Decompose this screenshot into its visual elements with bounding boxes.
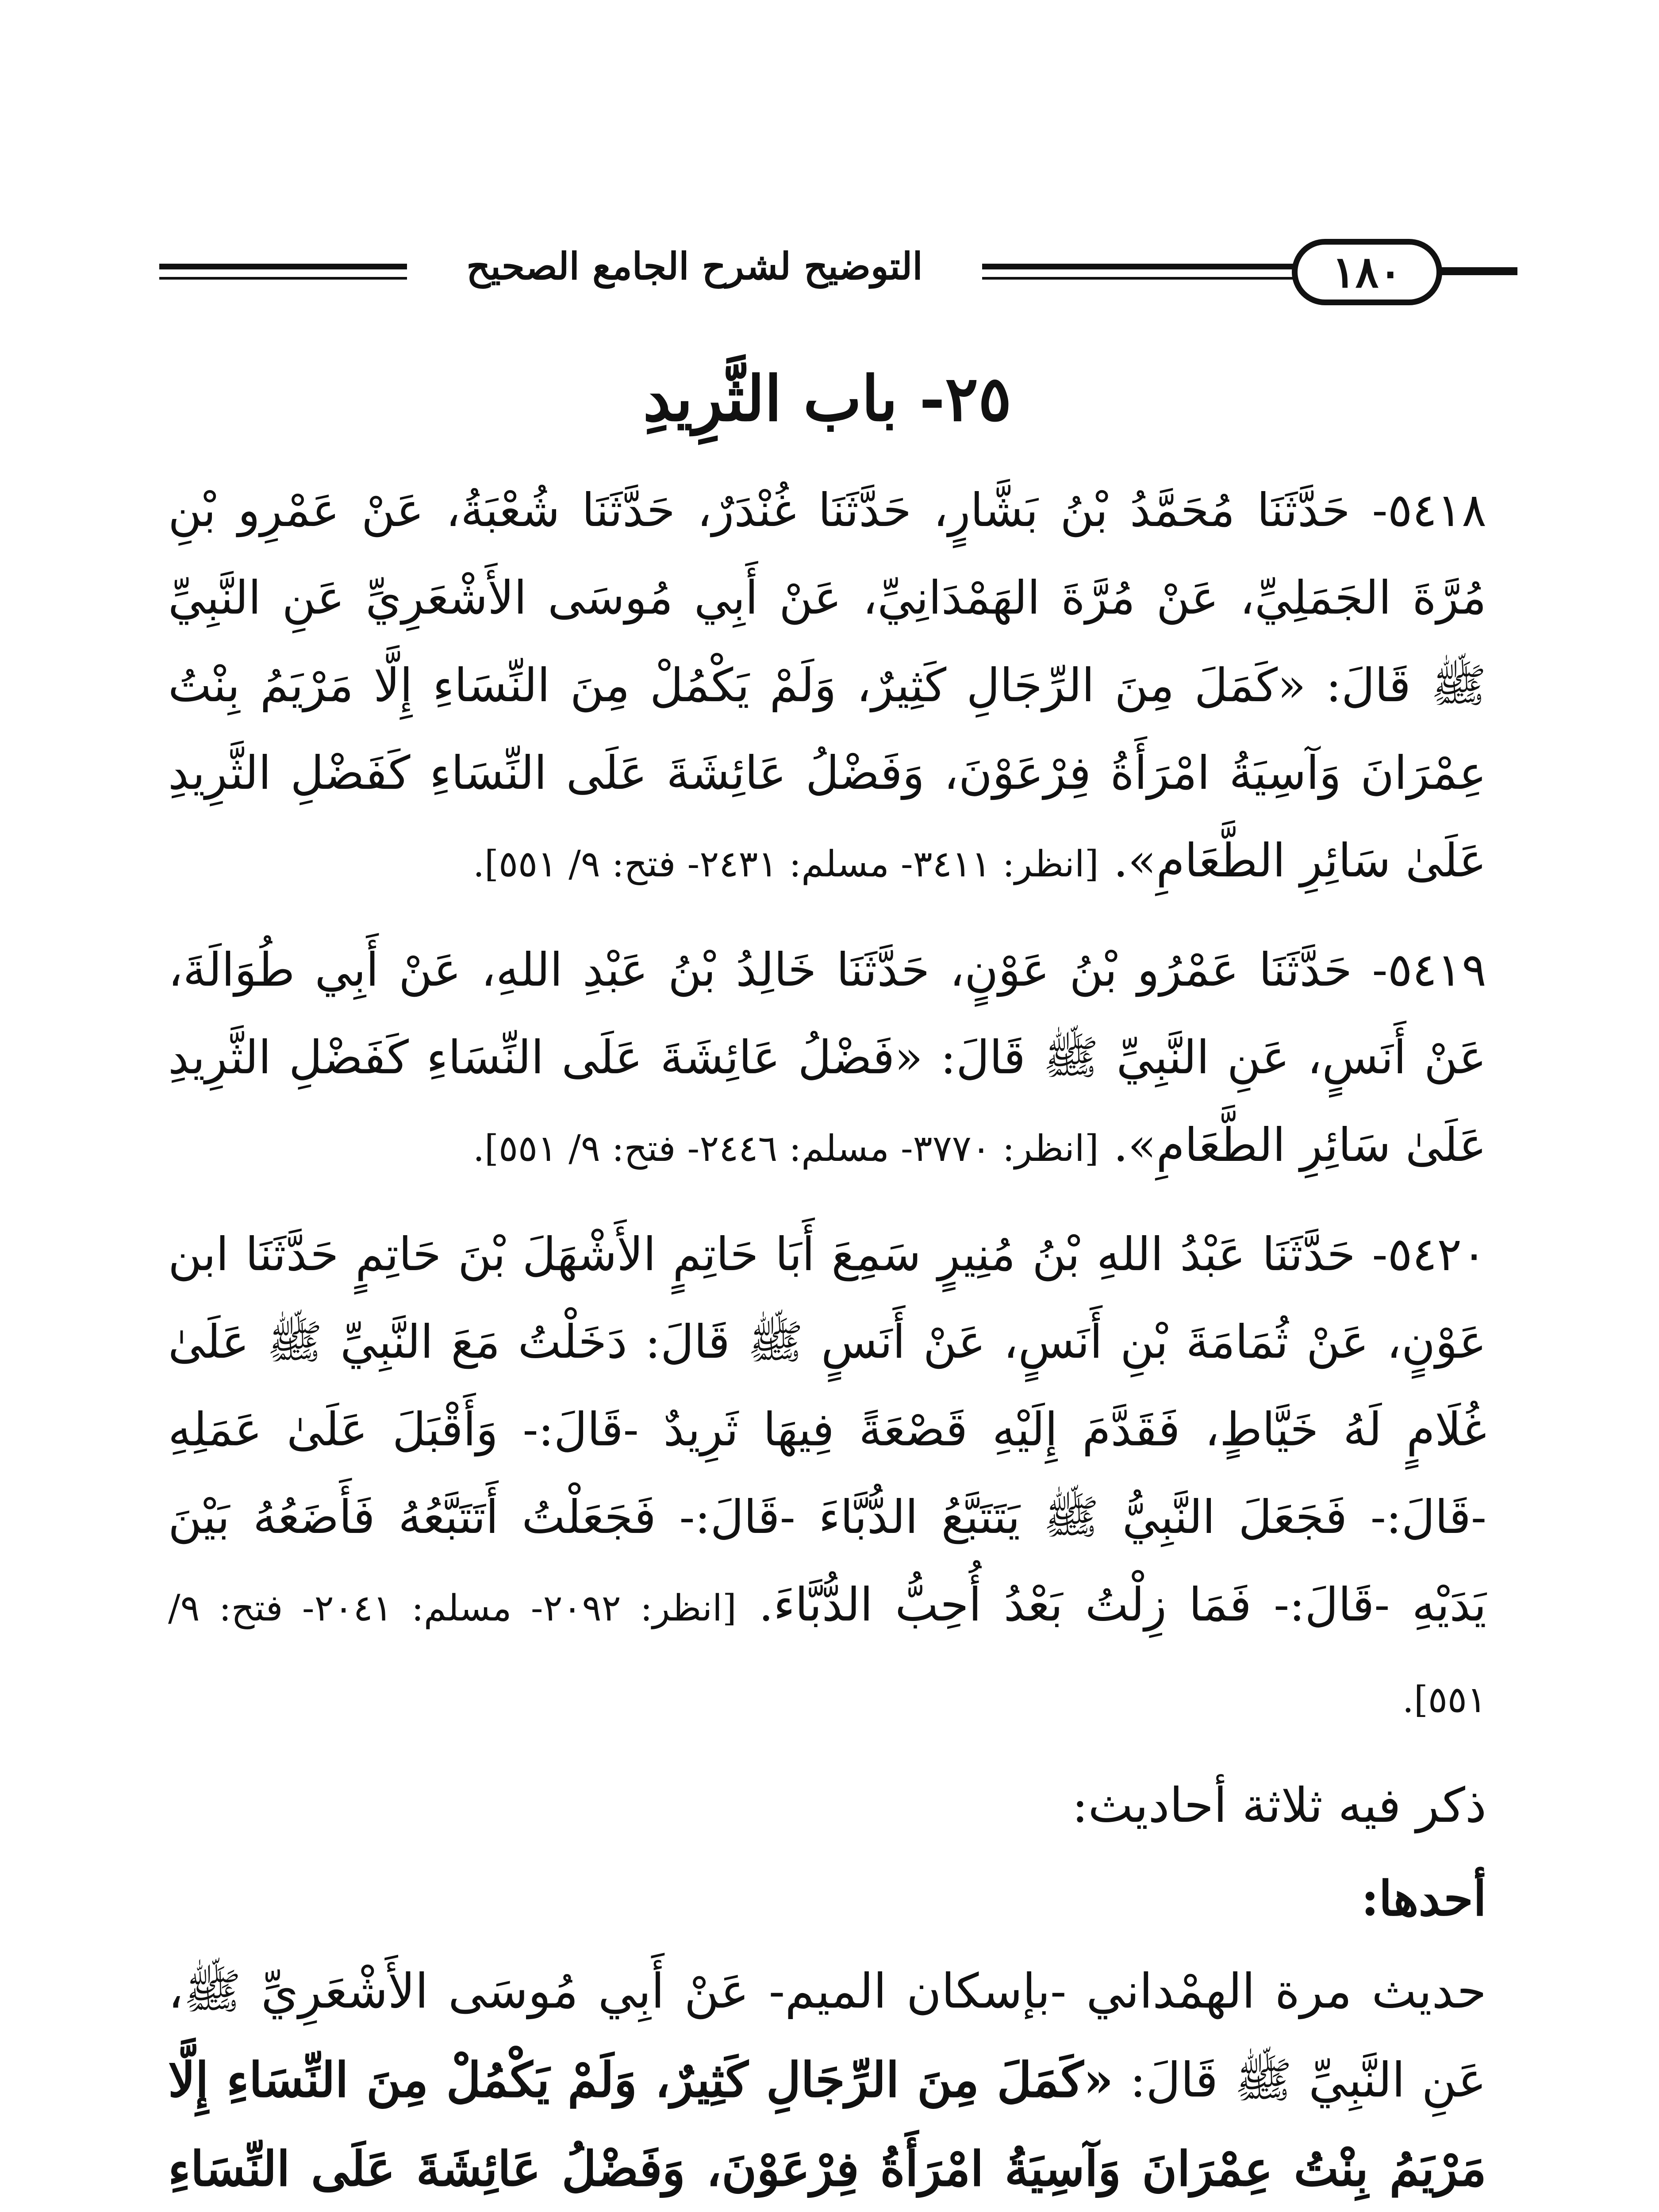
hadith-text: ٥٤١٩- حَدَّثَنَا عَمْرُو بْنُ عَوْنٍ، حَدَّثَنَا خَالِدُ بْنُ عَبْدِ اللهِ، عَنْ أَبِي طُوَالَةَ، عَنْ أَنَسٍ، عَنِ النَّبِيِّ ﷺ قَالَ: «فَضْلُ عَائِشَةَ عَلَى النِّسَاءِ كَفَضْلِ الثَّرِيدِ عَلَىٰ سَائِرِ الطَّعَامِ». [168,943,1486,1172]
page-content [168,363,1486,2212]
commentary-first-heading: أحدها: [1361,1871,1486,1927]
hadith-matn: «كَمَلَ مِنَ الرِّجَالِ كَثِيرٌ، وَلَمْ يَكْمُلْ مِنَ النِّسَاءِ إِلَّا مَرْيَمُ بِنْتُ عِمْرَانَ وَآسِيَةُ امْرَأَةُ فِرْعَوْنَ، وَفَضْلُ عَائِشَةَ عَلَى النِّسَاءِ [168,2052,1486,2197]
hadith-reference: [انظر: ٣٤١١- مسلم: ٢٤٣١- فتح: ٩/ ٥٥١]. [472,843,1099,885]
hadith-text: ٥٤٢٠- حَدَّثَنَا عَبْدُ اللهِ بْنُ مُنِيرٍ سَمِعَ أَبَا حَاتِمٍ الأَشْهَلَ بْنَ حَاتِمٍ حَدَّثَنَا ابن عَوْنٍ، عَنْ ثُمَامَةَ بْنِ أَنَسٍ، عَنْ أَنَسٍ ﷺ قَالَ: دَخَلْتُ مَعَ النَّبِيِّ ﷺ عَلَىٰ غُلَامٍ لَهُ خَيَّاطٍ، فَقَدَّمَ إِلَيْهِ قَصْعَةً فِيهَا ثَرِيدٌ -قَالَ:- وَأَقْبَلَ عَلَىٰ عَمَلِهِ -قَالَ:- فَجَعَلَ النَّبِيُّ ﷺ يَتَتَبَّعُ الدُّبَّاءَ -قَالَ:- فَجَعَلْتُ أَتَتَبَّعُهُ فَأَضَعُهُ بَيْنَ يَدَيْهِ -قَالَ:- فَمَا زِلْتُ بَعْدُ أُحِبُّ الدُّبَّاءَ. [168,1227,1486,1632]
page-number-tail [1433,267,1517,275]
running-header [159,234,1517,314]
commentary-intro: ذكر فيه ثلاثة أحاديث: [1072,1778,1486,1833]
hadith-5419 [168,926,1486,1193]
hadith-text: ٥٤١٨- حَدَّثَنَا مُحَمَّدُ بْنُ بَشَّارٍ، حَدَّثَنَا غُنْدَرٌ، حَدَّثَنَا شُعْبَةُ، عَنْ عَمْرِو بْنِ مُرَّةَ الجَمَلِيِّ، عَنْ مُرَّةَ الهَمْدَانِيِّ، عَنْ أَبِي مُوسَى الأَشْعَرِيِّ عَنِ النَّبِيِّ ﷺ قَالَ: «كَمَلَ مِنَ الرِّجَالِ كَثِيرٌ، وَلَمْ يَكْمُلْ مِنَ النِّسَاءِ إِلَّا مَرْيَمُ بِنْتُ عِمْرَانَ وَآسِيَةُ امْرَأَةُ فِرْعَوْنَ، وَفَضْلُ عَائِشَةَ عَلَى النِّسَاءِ كَفَضْلِ الثَّرِيدِ عَلَىٰ سَائِرِ الطَّعَامِ». [168,483,1486,887]
running-title: التوضيح لشرح الجامع الصحيح [407,244,982,288]
commentary-paragraph-1 [168,1947,1486,2212]
header-rule-left-thick [159,264,407,269]
paragraph-lead: حديث مرة الهمْداني -بإسكان الميم- عَنْ أَبِي مُوسَى الأَشْعَرِيِّ ﷺ، عَنِ النَّبِيِّ ﷺ قَالَ: [168,1964,1486,2108]
hadith-reference: [انظر: ٣٧٧٠- مسلم: ٢٤٤٦- فتح: ٩/ ٥٥١]. [472,1128,1099,1170]
hadith-5420 [168,1210,1486,1744]
header-rule-left-thin [159,277,407,280]
section-title: ٢٥- باب الثَّرِيدِ [643,363,1012,435]
hadith-reference: [انظر: ٢٠٩٢- مسلم: ٢٠٤١- فتح: ٩/ ٥٥١]. [168,1587,1486,1721]
page-number-ornament [1279,239,1517,305]
page-number: ١٨٠ [1292,239,1442,305]
hadith-5418 [168,466,1486,908]
